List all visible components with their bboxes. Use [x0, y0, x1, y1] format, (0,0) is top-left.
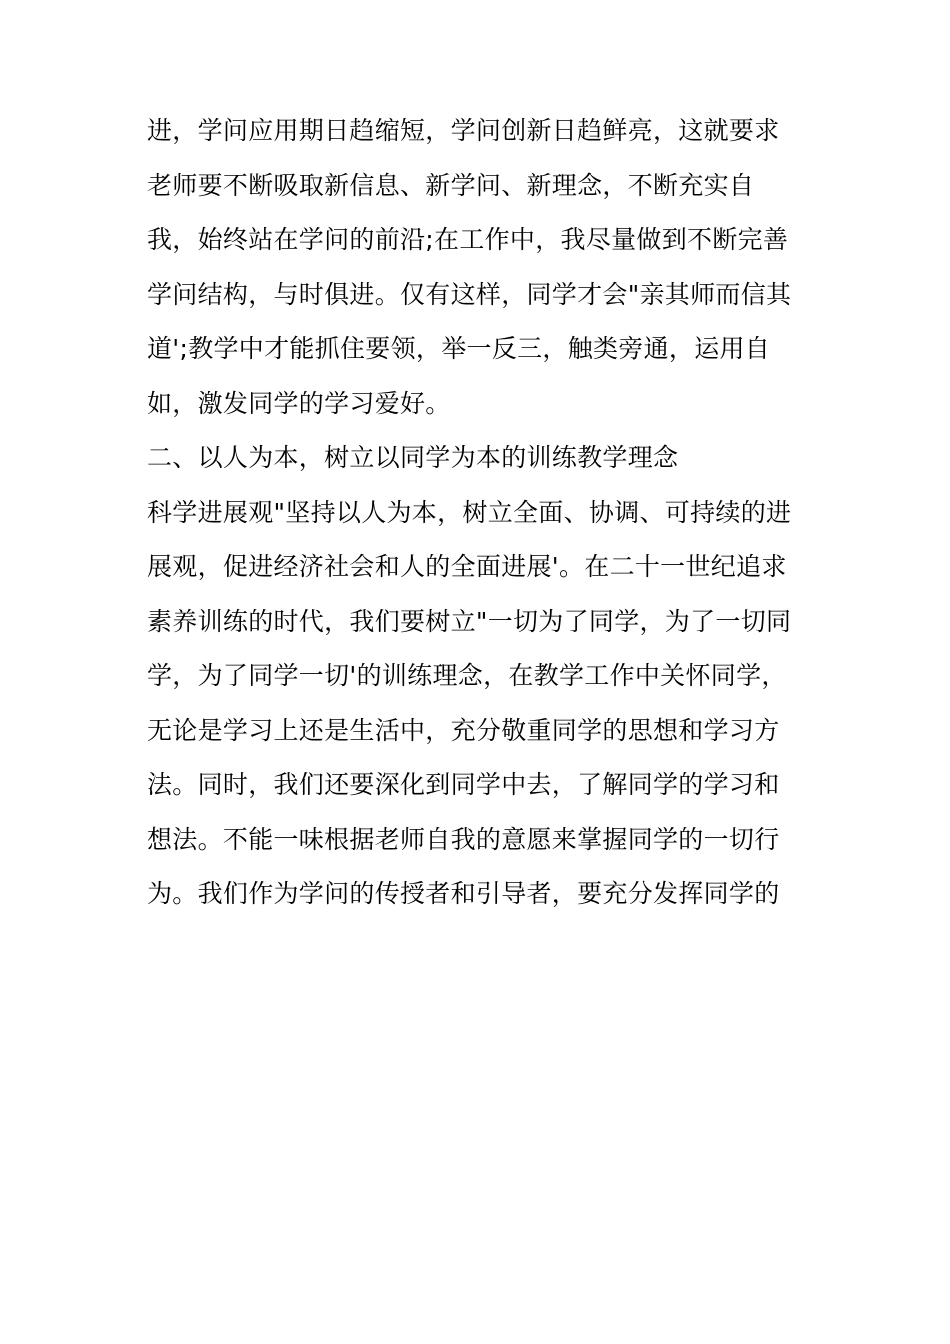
- section-heading: 二、以人为本，树立以同学为本的训练教学理念: [147, 443, 679, 472]
- paragraph-line-1: 进，学问应用期日趋缩短，学问创新日趋鲜亮，这就要求: [147, 116, 780, 145]
- paragraph-line-4: 学问结构，与时俱进。仅有这样，同学才会"亲其师而信其: [147, 279, 792, 309]
- paragraph-line-13: 法。同时，我们还要深化到同学中去，了解同学的学习和: [147, 770, 780, 799]
- paragraph-line-10: 素养训练的时代，我们要树立"一切为了同学，为了一切同: [147, 606, 792, 636]
- paragraph-line-2: 老师要不断吸取新信息、新学问、新理念，不断充实自: [147, 170, 755, 200]
- paragraph-line-8: 科学进展观"坚持以人为本，树立全面、协调、可持续的进: [147, 497, 792, 527]
- paragraph-line-14: 想法。不能一味根据老师自我的意愿来掌握同学的一切行: [147, 824, 780, 854]
- document-body: [147, 104, 807, 922]
- paragraph-line-5: 道';教学中才能抓住要领，举一反三，触类旁通，运用自: [147, 334, 771, 363]
- paragraph-line-6: 如，激发同学的学习爱好。: [147, 388, 451, 418]
- paragraph-line-9: 展观，促进经济社会和人的全面进展'。在二十一世纪追求: [147, 552, 787, 581]
- paragraph-line-3: 我，始终站在学问的前沿;在工作中，我尽量做到不断完善: [147, 225, 789, 254]
- paragraph-line-11: 学，为了同学一切'的训练理念，在教学工作中关怀同学，: [147, 661, 787, 690]
- paragraph-line-15: 为。我们作为学问的传授者和引导者，要充分发挥同学的: [147, 879, 780, 908]
- paragraph-line-12: 无论是学习上还是生活中，充分敬重同学的思想和学习方: [147, 715, 780, 745]
